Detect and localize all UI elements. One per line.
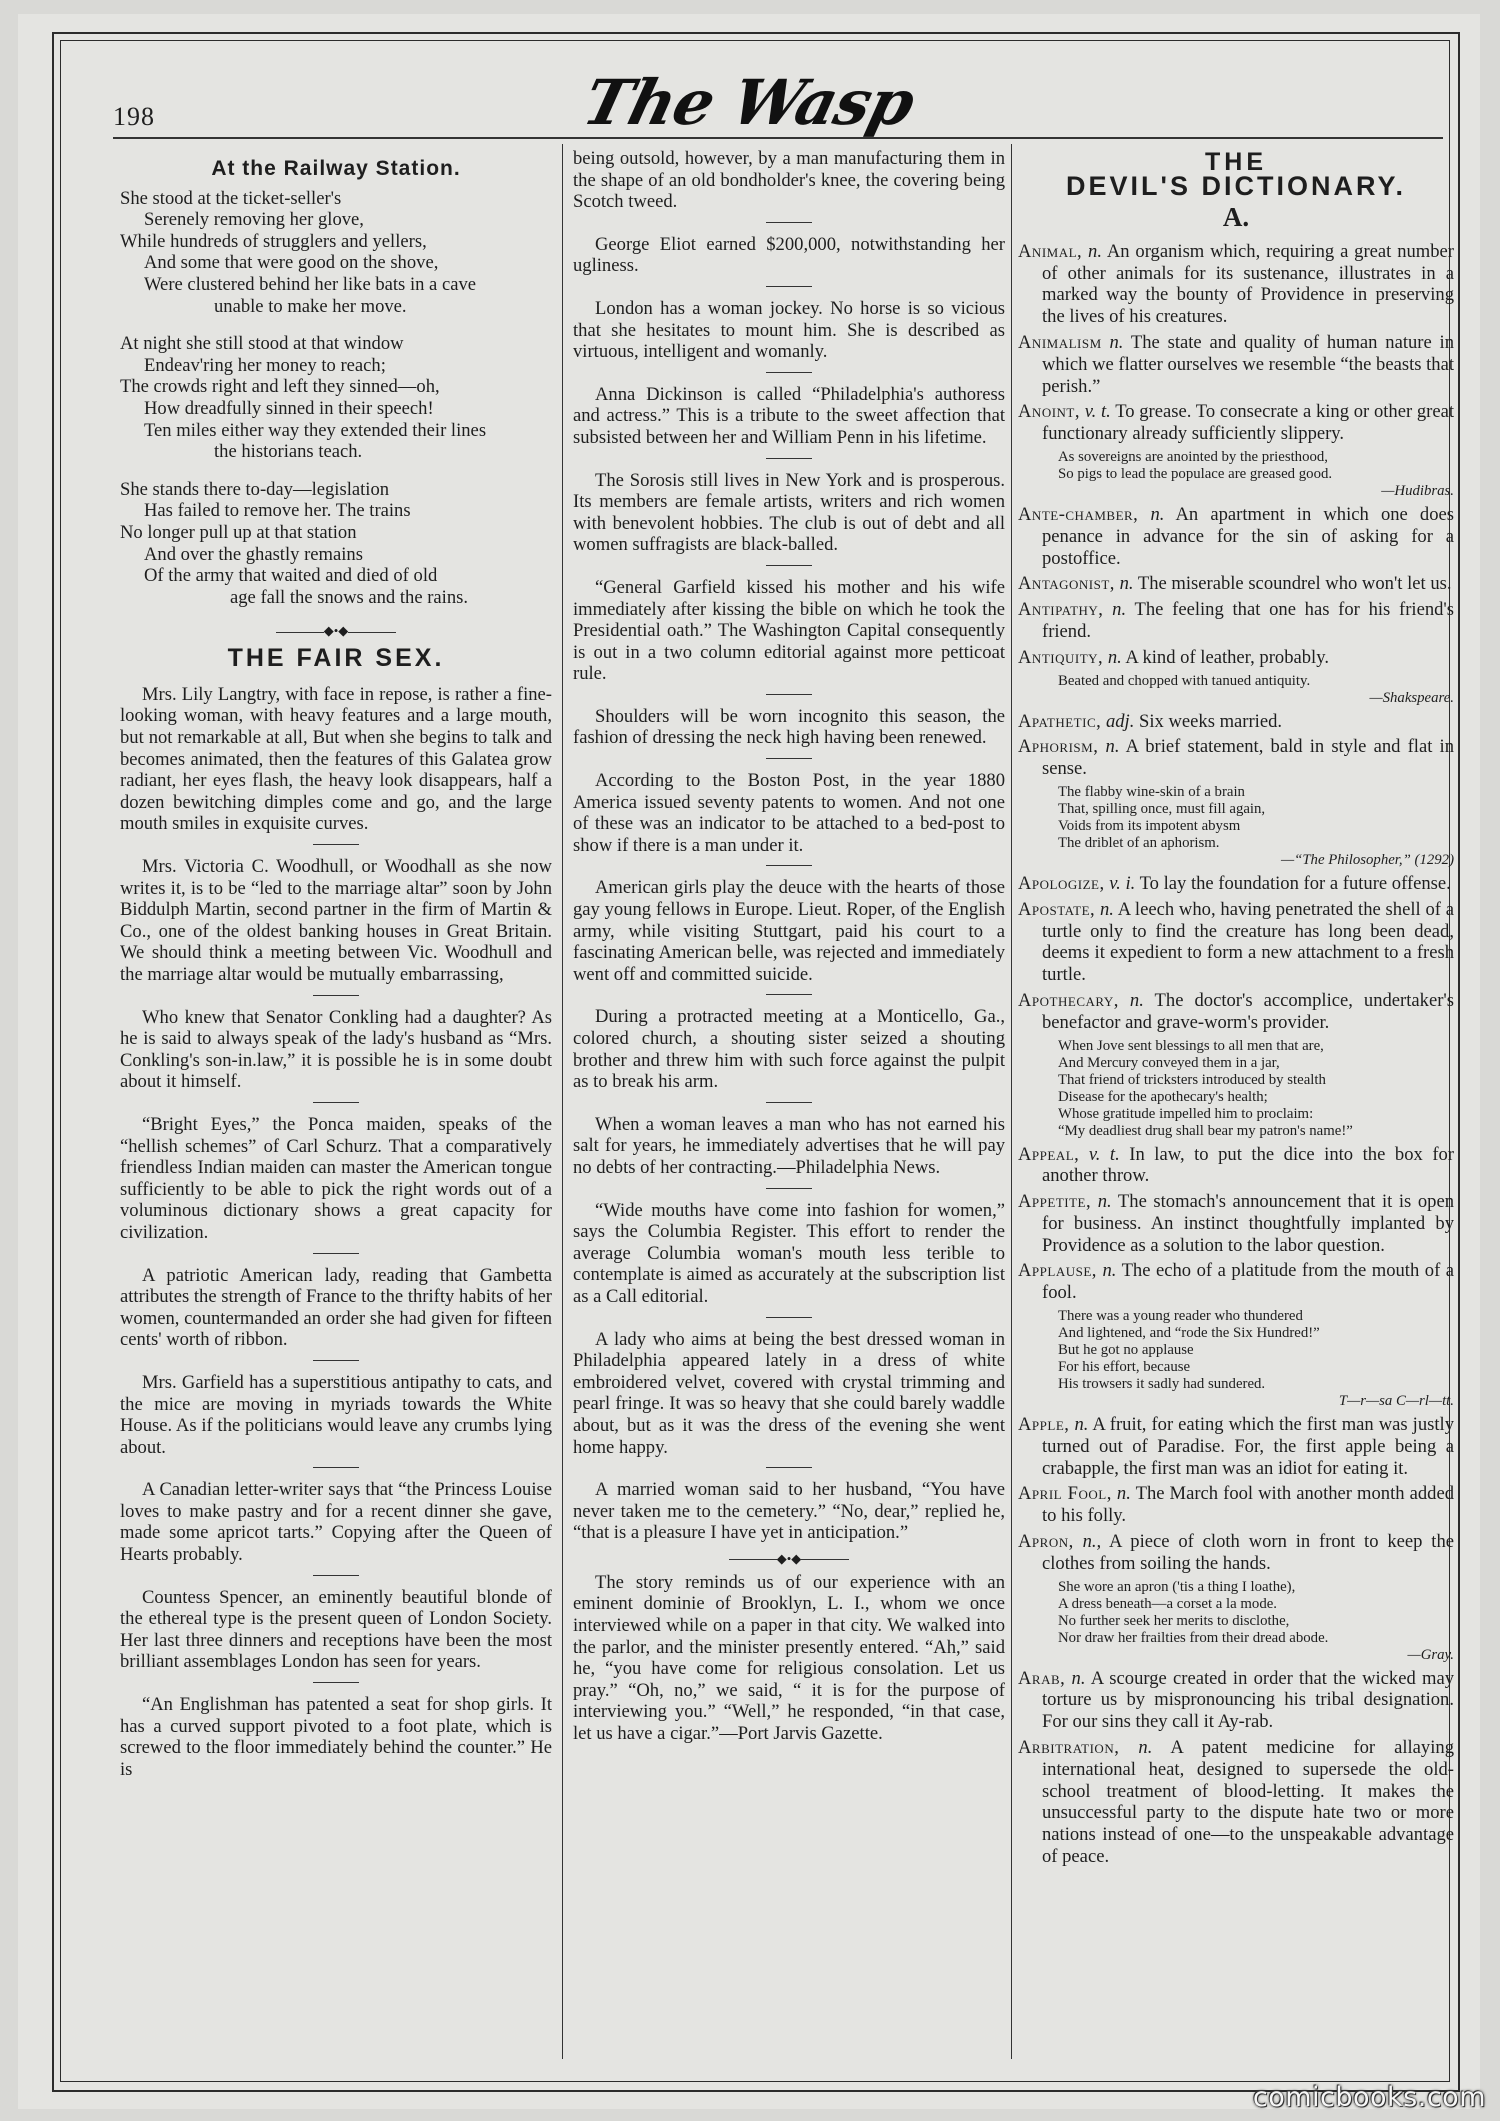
- quotation-line: The flabby wine-skin of a brain: [1058, 783, 1245, 800]
- watermark-logo: comicbooks.com: [1252, 2082, 1486, 2113]
- quotation-line: His trowsers it sadly had sundered.: [1058, 1376, 1266, 1393]
- column-right: [1018, 148, 1454, 1872]
- entry-definition: An apartment in which one does penance in advance for the sin of asking for a postoffice.: [1042, 503, 1454, 569]
- poem-stanza: [120, 333, 552, 463]
- entry-part-of-speech: n.: [1107, 646, 1122, 668]
- short-rule-divider: [766, 565, 812, 566]
- quotation-line: Disease for the apothecary's health;: [1058, 1088, 1268, 1105]
- poem-line: Ten miles either way they extended their lines: [144, 419, 487, 441]
- entry-term: Appeal,: [1018, 1143, 1080, 1165]
- page-number: 198: [113, 102, 155, 131]
- entry-definition: The March fool with another month added to his folly.: [1042, 1483, 1454, 1527]
- entry-part-of-speech: n.,: [1082, 1531, 1102, 1553]
- section-title-fair-sex: THE FAIR SEX.: [227, 644, 445, 673]
- article-paragraph: “Bright Eyes,” the Ponca maiden, speaks of the “hellish schemes” of Carl Schurz. That a comparatively friendless Indian maiden can master the American tongue sufficiently to be able to pick the right words out of a voluminous dictionary shows a great capacity for civilization.: [120, 1113, 552, 1243]
- quotation-line: The driblet of an aphorism.: [1058, 834, 1220, 851]
- poem-stanza: [120, 479, 552, 609]
- entry-quotation: [1018, 673, 1454, 707]
- dictionary-entry: [1018, 873, 1454, 895]
- dictionary-letter-heading: A.: [1222, 202, 1250, 233]
- entry-term: Apothecary,: [1018, 989, 1119, 1011]
- article-paragraph: Mrs. Victoria C. Woodhull, or Woodhall as she now writes it, is to be “led to the marriage altar” soon by John Biddulph Martin, second partner in the firm of Martin & Co., one of the oldest banking houses in Great Britain. We should think a meeting between Vic. Woodhull and the marriage altar would be mutually embarrassing,: [120, 856, 552, 985]
- entry-text: [1018, 332, 1454, 397]
- short-rule-divider: [766, 1102, 812, 1103]
- entry-definition: The feeling that one has for his friend's friend.: [1042, 599, 1454, 642]
- entry-term: Apathetic,: [1018, 710, 1102, 732]
- article-paragraph: London has a woman jockey. No horse is so vicious that she hesitates to mount him. She is described as virtuous, intelligent and womanly.: [573, 297, 1005, 363]
- dictionary-entry: [1018, 401, 1454, 500]
- short-rule-divider: [766, 1317, 812, 1318]
- dictionary-entry: [1018, 573, 1454, 595]
- poem-line: She stood at the ticket-seller's: [120, 187, 342, 209]
- poem-line: Has failed to remove her. The trains: [144, 500, 411, 522]
- entry-text: [1018, 1191, 1454, 1256]
- ornament-divider: ◆•◆: [120, 624, 552, 638]
- quotation-line: When Jove sent blessings to all men that are,: [1058, 1037, 1324, 1054]
- article-paragraph: Shoulders will be worn incognito this season, the fashion of dressing the neck high having been renewed.: [573, 705, 1005, 749]
- entry-part-of-speech: n.: [1071, 1667, 1086, 1689]
- poem-line: How dreadfully sinned in their speech!: [144, 397, 434, 419]
- entry-definition: To lay the foundation for a future offense.: [1139, 872, 1451, 894]
- short-rule-divider: [766, 1467, 812, 1468]
- dictionary-entry: [1018, 332, 1454, 397]
- dictionary-entry: [1018, 1414, 1454, 1479]
- article-paragraph: A lady who aims at being the best dressed woman in Philadelphia appeared lately in a dress of white embroidered velvet, covered with crystal trimming and pearl fringe. It was so heavy that she could barely waddle about, but as it was the dress of the evening she went home happy.: [573, 1328, 1005, 1458]
- entry-quotation: [1018, 1579, 1454, 1664]
- entry-text: [1018, 899, 1454, 986]
- entry-part-of-speech: n.: [1105, 736, 1120, 758]
- entry-part-of-speech: n.: [1109, 331, 1124, 353]
- quotation-attribution: —Gray.: [1407, 1646, 1454, 1663]
- short-rule-divider: [766, 1188, 812, 1189]
- short-rule-divider: [766, 994, 812, 995]
- poem-line: While hundreds of strugglers and yellers,: [120, 230, 427, 252]
- entry-part-of-speech: n.: [1088, 240, 1102, 262]
- quotation-line: As sovereigns are anointed by the priesthood,: [1058, 448, 1328, 465]
- entry-definition: A piece of cloth worn in front to keep the clothes from soiling the hands.: [1042, 1531, 1454, 1574]
- quotation-attribution: T—r—sa C—rl—tt.: [1338, 1393, 1454, 1410]
- quotation-line: Whose gratitude impelled him to proclaim:: [1058, 1105, 1314, 1122]
- article-paragraph: Mrs. Lily Langtry, with face in repose, is rather a fine-looking woman, with heavy features and a large mouth, but not remarkable at all, But when she begins to talk and becomes animated, then the features of this Galatea grow radiant, her eyes flash, the heavy look disappears, half a dozen bewitching dimples come and go, and the large mouth smiles in exquisite curves.: [120, 683, 552, 835]
- entry-definition: To grease. To consecrate a king or other great functionary already sufficiently slippery.: [1042, 401, 1455, 445]
- dictionary-entry: [1018, 1260, 1454, 1410]
- entry-term: Anoint,: [1018, 401, 1081, 423]
- entry-term: Animalism: [1018, 331, 1102, 353]
- poem-line: And some that were good on the shove,: [144, 252, 439, 274]
- header-rule: [113, 137, 1443, 139]
- entry-term: Appetite,: [1018, 1191, 1092, 1213]
- entry-term: Aphorism,: [1018, 736, 1099, 758]
- poem-line: At night she still stood at that window: [120, 333, 404, 355]
- poem-line: Of the army that waited and died of old: [144, 565, 438, 587]
- entry-part-of-speech: n.: [1102, 1260, 1117, 1282]
- quotation-line: And lightened, and “rode the Six Hundred!”: [1058, 1325, 1320, 1342]
- article-paragraph: Countess Spencer, an eminently beautiful blonde of the ethereal type is the present queen of London Society. Her last three dinners and receptions have been the most brilliant assemblages London has seen for years.: [120, 1586, 552, 1673]
- article-paragraph: According to the Boston Post, in the year 1880 America issued seventy patents to women. And not one of these was an indicator to be attached to a bed-post to show if there is a man under it.: [573, 770, 1005, 856]
- quotation-line: No further seek her merits to disclothe,: [1058, 1612, 1290, 1629]
- short-rule-divider: [313, 1102, 359, 1103]
- article-paragraph: When a woman leaves a man who has not earned his salt for years, he immediately advertises that he will pay no debts of her contracting.—Philadelphia News.: [573, 1113, 1005, 1178]
- entry-text: [1018, 241, 1454, 328]
- dictionary-entry: [1018, 241, 1454, 328]
- entry-definition: The miserable scoundrel who won't let us.: [1137, 573, 1452, 595]
- entry-term: April Fool,: [1018, 1483, 1112, 1505]
- article-paragraph: George Eliot earned $200,000, notwithstanding her ugliness.: [573, 233, 1005, 277]
- dictionary-title-the: THE: [1205, 148, 1267, 176]
- entry-text: [1018, 504, 1454, 569]
- entry-definition: A fruit, for eating which the first man was justly turned out of Paradise. For, the first apple being a crabapple, the first man was an idiot for eating it.: [1042, 1414, 1454, 1479]
- short-rule-divider: [766, 694, 812, 695]
- article-paragraph: American girls play the deuce with the hearts of those gay young fellows in Europe. Lieut. Roper, of the English army, while visiting Stuttgart, paid his court to a fascinating American belle, was rejected and immediately went off and committed suicide.: [573, 877, 1005, 985]
- dictionary-entry: [1018, 1531, 1454, 1664]
- entry-text: [1018, 1414, 1454, 1479]
- quotation-attribution: —Shakspeare.: [1369, 689, 1454, 706]
- dictionary-entry: [1018, 990, 1454, 1140]
- entry-part-of-speech: n.: [1116, 1483, 1131, 1505]
- article-paragraph: Who knew that Senator Conkling had a daughter? As he is said to always speak of the lady's husband as “Mrs. Conkling's son-in.law,” it is possible he is in some doubt about it himself.: [120, 1006, 552, 1093]
- column-left: [120, 148, 552, 1780]
- article-paragraph: “Wide mouths have come into fashion for women,” says the Columbia Register. This effort to render the average Columbia woman's mouth less terible to contemplate is aimed as accurately at the subscription list as a Call editorial.: [573, 1199, 1005, 1307]
- poem-stanza: [120, 188, 552, 318]
- entry-part-of-speech: n.: [1129, 989, 1144, 1011]
- quotation-line: Beated and chopped with tanued antiquity.: [1058, 672, 1311, 689]
- short-rule-divider: [313, 844, 359, 845]
- entry-text: [1018, 1260, 1454, 1304]
- entry-term: Apron,: [1018, 1531, 1074, 1553]
- middle-paragraphs: [573, 222, 1005, 1745]
- quotation-line: That, spilling once, must fill again,: [1058, 800, 1266, 817]
- quotation-line: For his effort, because: [1058, 1359, 1191, 1376]
- poem-line: She stands there to-day—legislation: [120, 478, 390, 500]
- entry-text: [1018, 1144, 1454, 1188]
- dictionary-entry: [1018, 1668, 1454, 1733]
- entry-term: Applause,: [1018, 1260, 1097, 1282]
- short-rule-divider: [766, 222, 812, 223]
- poem-line: No longer pull up at that station: [120, 521, 357, 543]
- entry-part-of-speech: n.: [1112, 599, 1127, 621]
- poem: [120, 188, 552, 609]
- quotation-line: There was a young reader who thundered: [1058, 1308, 1303, 1325]
- quotation-line: Nor draw her frailties from their dread abode.: [1058, 1629, 1329, 1646]
- dictionary-entry: [1018, 1191, 1454, 1256]
- entry-definition: A brief statement, bald in style and flat in sense.: [1042, 736, 1454, 780]
- entry-quotation: [1018, 1308, 1454, 1410]
- entry-text: [1018, 401, 1454, 445]
- entry-definition: The stomach's announcement that it is open for business. An instinct thoughtfully implanted by Providence as a solution to the labor question.: [1042, 1191, 1455, 1256]
- entry-definition: A patent medicine for allaying international heat, designed to supersede the old-school treatment of blood-letting. It makes the unsuccessful party to the dispute hate two or more nations instead of one—to the unspeakable advantage of peace.: [1042, 1737, 1454, 1868]
- quotation-line: And Mercury conveyed them in a jar,: [1058, 1054, 1280, 1071]
- article-paragraph: The story reminds us of our experience with an eminent dominie of Brooklyn, L. I., whom we once interviewed while on a paper in that city. We walked into the parlor, and the minister presently entered. “Ah,” said he, “you have come for religious consolation. Let us pray.” “Oh, no,” we said, “ it is for the purpose of interviewing you.” “Well,” he responded, “in that case, let us have a cigar.”—Port Jarvis Gazette.: [573, 1571, 1005, 1745]
- dictionary-entry: [1018, 1144, 1454, 1188]
- entry-text: [1018, 711, 1454, 733]
- short-rule-divider: [766, 865, 812, 866]
- entry-part-of-speech: v. i.: [1109, 872, 1136, 894]
- entry-term: Antagonist,: [1018, 573, 1115, 595]
- article-paragraph: “An Englishman has patented a seat for shop girls. It has a curved support pivoted to a foot plate, which is screwed to the floor immediately behind the counter.” He is: [120, 1694, 552, 1780]
- continued-paragraph: being outsold, however, by a man manufacturing them in the shape of an old bondholder's knee, the covering being Scotch tweed.: [573, 148, 1005, 213]
- entry-term: Ante-chamber,: [1018, 503, 1139, 525]
- short-rule-divider: [313, 995, 359, 996]
- entry-term: Apologize,: [1018, 872, 1105, 894]
- entry-part-of-speech: v. t.: [1084, 401, 1111, 423]
- entry-term: Apple,: [1018, 1414, 1070, 1436]
- entry-text: [1018, 990, 1454, 1034]
- entry-text: [1018, 1737, 1454, 1868]
- entry-text: [1018, 736, 1454, 780]
- entry-definition: The echo of a platitude from the mouth of a fool.: [1042, 1260, 1455, 1304]
- entry-definition: A kind of leather, probably.: [1125, 646, 1329, 668]
- quotation-line: “My deadliest drug shall bear my patron's name!”: [1058, 1122, 1353, 1139]
- article-paragraph: A married woman said to her husband, “You have never taken me to the cemetery.” “No, dear,” replied he, “that is a pleasure I have yet in anticipation.”: [573, 1479, 1005, 1544]
- entry-term: Arab,: [1018, 1667, 1066, 1689]
- short-rule-divider: [313, 1360, 359, 1361]
- entry-part-of-speech: n.: [1150, 503, 1165, 525]
- poem-line: Endeav'ring her money to reach;: [144, 354, 386, 376]
- entry-definition: Six weeks married.: [1139, 710, 1283, 732]
- entry-part-of-speech: n.: [1119, 573, 1134, 595]
- poem-line: the historians teach.: [214, 441, 363, 463]
- entry-quotation: [1018, 784, 1454, 869]
- entry-part-of-speech: v. t.: [1088, 1143, 1120, 1165]
- entry-text: [1018, 1531, 1454, 1575]
- article-paragraph: A Canadian letter-writer says that “the Princess Louise loves to make pastry and for a recent dinner she gave, made some apricot tarts.” Copying after the Queen of Hearts probably.: [120, 1479, 552, 1566]
- poem-line: The crowds right and left they sinned—oh,: [120, 376, 440, 398]
- article-paragraph: The Sorosis still lives in New York and is prosperous. Its members are female artists, writers and rich women with benevolent hobbies. The club is out of debt and all women suffragists are black-balled.: [573, 469, 1005, 556]
- article-paragraph: “General Garfield kissed his mother and his wife immediately after kissing the bible on which he took the Presidential oath.” The Washington Capital consequently is out in a two column editorial against more petticoat rule.: [573, 576, 1005, 685]
- dictionary-entry: [1018, 1737, 1454, 1868]
- quotation-line: A dress beneath—a corset a la mode.: [1058, 1595, 1277, 1612]
- entry-part-of-speech: n.: [1099, 898, 1114, 920]
- entry-part-of-speech: adj.: [1105, 710, 1135, 732]
- masthead-logo: The Wasp: [576, 66, 922, 139]
- dictionary-entries: [1018, 241, 1454, 1868]
- short-rule-divider: [766, 286, 812, 287]
- short-rule-divider: [766, 372, 812, 373]
- entry-definition: The state and quality of human nature in which we flatter ourselves we resemble “the beasts that perish.”: [1042, 331, 1455, 397]
- entry-text: [1018, 599, 1454, 643]
- quotation-line: That friend of tricksters introduced by stealth: [1058, 1071, 1326, 1088]
- short-rule-divider: [313, 1467, 359, 1468]
- short-rule-divider: [766, 758, 812, 759]
- entry-text: [1018, 1483, 1454, 1527]
- entry-text: [1018, 647, 1454, 669]
- entry-text: [1018, 573, 1454, 595]
- quotation-line: She wore an apron ('tis a thing I loathe),: [1058, 1578, 1296, 1595]
- dictionary-title: DEVIL'S DICTIONARY.: [1066, 170, 1406, 201]
- entry-definition: An organism which, requiring a great number of other animals for its sustenance, illustrates in a marked way the bounty of Providence in preserving the lives of his creatures.: [1042, 240, 1454, 328]
- entry-definition: In law, to put the dice into the box for another throw.: [1042, 1143, 1455, 1187]
- column-middle: [573, 148, 1005, 1745]
- entry-definition: A leech who, having penetrated the shell of a turtle only to find the creature has long been dead, deems it expedient to form a new attachment to a fresh turtle.: [1042, 898, 1455, 986]
- poem-line: age fall the snows and the rains.: [230, 586, 469, 608]
- dictionary-entry: [1018, 711, 1454, 733]
- dictionary-entry: [1018, 1483, 1454, 1527]
- entry-part-of-speech: n.: [1097, 1191, 1112, 1213]
- short-rule-divider: [313, 1253, 359, 1254]
- short-rule-divider: [766, 458, 812, 459]
- short-rule-divider: [313, 1575, 359, 1576]
- entry-text: [1018, 873, 1454, 895]
- article-paragraph: During a protracted meeting at a Monticello, Ga., colored church, a shouting sister seized a shouting brother and threw him with such force against the pulpit as to break his arm.: [573, 1006, 1005, 1093]
- entry-definition: The doctor's accomplice, undertaker's benefactor and grave-worm's provider.: [1042, 989, 1454, 1033]
- quotation-line: But he got no applause: [1058, 1342, 1194, 1359]
- poem-line: And over the ghastly remains: [144, 543, 363, 565]
- entry-quotation: [1018, 1038, 1454, 1140]
- quotation-line: Voids from its impotent abysm: [1058, 817, 1241, 834]
- column-divider: [1011, 144, 1012, 2059]
- entry-part-of-speech: n.: [1074, 1414, 1089, 1436]
- column-divider: [562, 144, 563, 2059]
- dictionary-entry: [1018, 504, 1454, 569]
- dictionary-entry: [1018, 599, 1454, 643]
- entry-term: Antiquity,: [1018, 646, 1104, 668]
- entry-quotation: [1018, 449, 1454, 500]
- entry-definition: A scourge created in order that the wicked may torture us by mispronouncing his tribal designation. For our sins they call it Ay-rab.: [1042, 1667, 1454, 1733]
- article-paragraph: Anna Dickinson is called “Philadelphia's authoress and actress.” This is a tribute to the sweet affection that subsisted between her and William Penn in his lifetime.: [573, 383, 1005, 448]
- dictionary-entry: [1018, 736, 1454, 869]
- entry-part-of-speech: n.: [1138, 1737, 1153, 1759]
- entry-term: Antipathy,: [1018, 599, 1104, 621]
- entry-term: Animal,: [1018, 240, 1083, 262]
- quotation-attribution: —Hudibras.: [1381, 482, 1454, 499]
- poem-line: Were clustered behind her like bats in a cave: [144, 273, 477, 295]
- quotation-attribution: —“The Philosopher,” (1292): [1280, 851, 1454, 868]
- article-paragraph: Mrs. Garfield has a superstitious antipathy to cats, and the mice are moving in myriads towards the White House. As if the politicians would leave any crumbs lying about.: [120, 1371, 552, 1458]
- ornament-divider: ◆•◆: [573, 1552, 1005, 1566]
- entry-term: Arbitration,: [1018, 1737, 1120, 1759]
- fair-sex-paragraphs: [120, 684, 552, 1781]
- poem-line: Serenely removing her glove,: [144, 209, 364, 231]
- dictionary-entry: [1018, 899, 1454, 986]
- entry-term: Apostate,: [1018, 898, 1096, 920]
- quotation-line: So pigs to lead the populace are greased good.: [1058, 465, 1333, 482]
- poem-line: unable to make her move.: [214, 295, 407, 317]
- short-rule-divider: [313, 1682, 359, 1683]
- entry-text: [1018, 1668, 1454, 1733]
- newspaper-page: [18, 14, 1480, 2109]
- dictionary-entry: [1018, 647, 1454, 707]
- poem-title: At the Railway Station.: [211, 157, 461, 180]
- article-paragraph: A patriotic American lady, reading that Gambetta attributes the strength of France to the thrifty habits of her women, countermanded an order she had given for fifteen cents' worth of ribbon.: [120, 1264, 552, 1351]
